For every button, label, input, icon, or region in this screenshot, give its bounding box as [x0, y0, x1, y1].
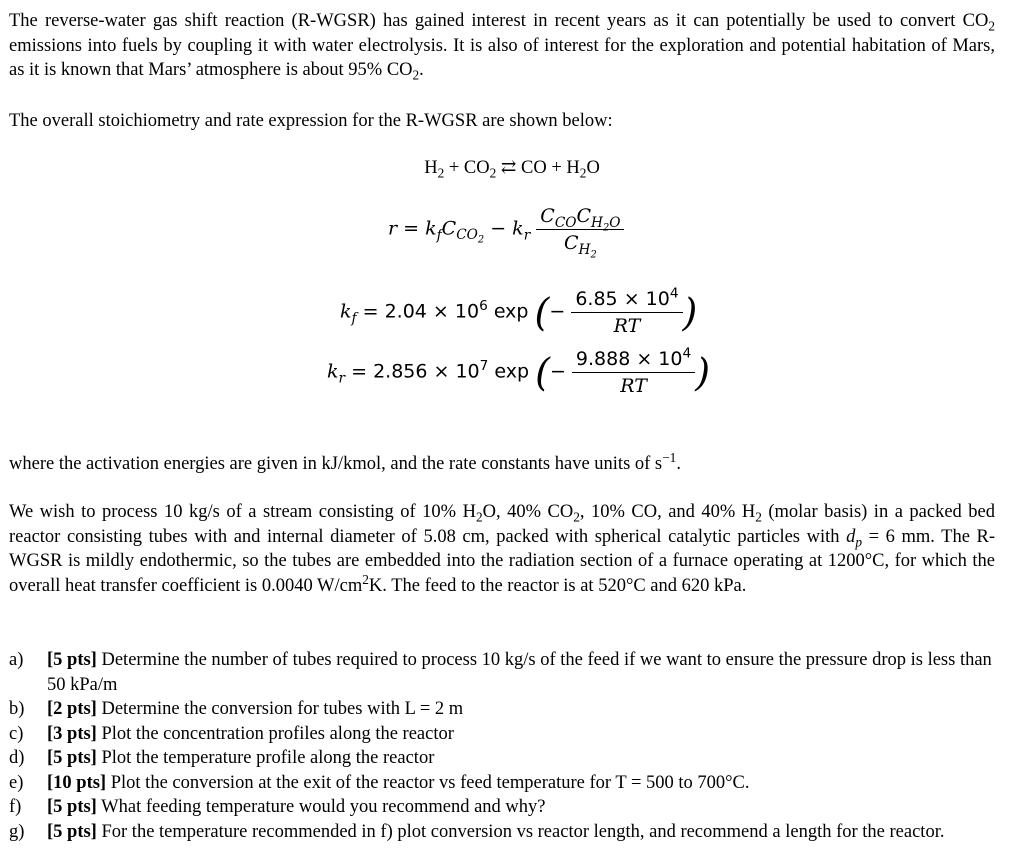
question-label: c): [9, 723, 24, 744]
question-label: a): [9, 650, 24, 670]
kf-exp-func: exp: [493, 300, 529, 323]
rate-expression: [388, 203, 624, 261]
question-text: Plot the temperature profile along the reactor: [96, 748, 435, 768]
reaction-co: + CO: [448, 158, 490, 178]
particle-diameter-symbol: d: [846, 526, 856, 547]
process-text-b: O, 40% CO: [482, 502, 574, 522]
kr-den: RT: [620, 375, 647, 397]
intro-text-2: emissions into fuels by coupling it with water electrolysis. It is also of interest for the exploration and potential habitation of Mars, as it is known that Mars’ atmosphere is about 95% CO: [9, 35, 995, 80]
reaction-o: O: [586, 158, 600, 178]
kr-coef: = 2.856 × 10: [351, 360, 480, 383]
question-label: e): [9, 772, 24, 793]
superscript: 2: [362, 571, 369, 587]
subscript: H: [591, 214, 603, 231]
subscript: r: [338, 370, 346, 387]
left-paren-icon: (: [535, 350, 550, 395]
question-text: Determine the conversion for tubes with L = 2 m: [96, 699, 464, 719]
question-text: Determine the number of tubes required to process 10 kg/s of the feed if we want to ensure the pressure drop is less than 50 kPa/m: [47, 650, 992, 695]
process-text-a: We wish to process 10 kg/s of a stream consisting of 10% H: [9, 502, 476, 522]
question-label: f): [9, 797, 22, 817]
question-item: [9, 648, 999, 697]
rate-c: C: [441, 217, 457, 240]
kr-fraction: [572, 346, 695, 399]
question-text: What feeding temperature would you recommend and why?: [96, 797, 546, 817]
kr-expression: [327, 346, 710, 399]
subscript: 2: [477, 235, 485, 247]
question-points: [5 pts]: [47, 650, 97, 670]
question-item: [9, 697, 999, 722]
question-item: [9, 771, 999, 796]
process-text-c: , 10% CO, and 40% H: [579, 502, 756, 522]
superscript: −1: [662, 449, 677, 465]
subscript: 2: [579, 165, 587, 181]
units-note: [9, 449, 995, 477]
question-text: Plot the conversion at the exit of the reactor vs feed temperature for T = 500 to 700°C.: [106, 772, 750, 793]
question-item: [9, 795, 999, 820]
minus-sign: −: [549, 300, 566, 323]
subscript: 2: [489, 165, 497, 181]
subscript: p: [855, 534, 862, 550]
question-label: g): [9, 821, 25, 842]
intro-text-3: .: [419, 60, 424, 80]
question-label: d): [9, 748, 25, 768]
reaction-h: H: [424, 158, 438, 178]
subscript: 2: [412, 67, 420, 83]
reaction-equation: [0, 157, 1024, 179]
units-text: where the activation energies are given in kJ/kmol, and the rate constants have units of s: [9, 454, 663, 474]
left-paren-icon: (: [534, 290, 550, 335]
superscript: 4: [669, 285, 679, 302]
kr-num: 9.888 × 10: [575, 348, 683, 370]
subscript: 2: [573, 509, 580, 525]
right-paren-icon: ): [695, 350, 711, 395]
subscript: 2: [437, 165, 445, 181]
question-points: [5 pts]: [47, 797, 97, 817]
frac-num-c: C: [540, 205, 555, 227]
kr-exp-func: exp: [494, 360, 530, 383]
units-end: .: [676, 454, 681, 474]
superscript: 7: [479, 358, 489, 375]
superscript: 4: [682, 345, 692, 362]
rate-lhs: r = k: [388, 217, 437, 240]
kf-num: 6.85 × 10: [575, 288, 670, 310]
subscript: r: [523, 227, 531, 244]
kr-lhs: k: [327, 360, 339, 383]
question-points: [3 pts]: [47, 723, 97, 744]
reaction-products: CO + H: [521, 158, 580, 178]
question-label: b): [9, 699, 25, 719]
superscript: 6: [479, 298, 488, 315]
subscript: 2: [590, 249, 597, 261]
process-text-d: (molar basis) in a packed bed reactor consisting tubes with and internal diameter of 5.08 cm, packed with spherical catalytic particles with: [9, 502, 995, 547]
subscript: CO: [554, 214, 577, 231]
subscript: 2: [755, 509, 762, 525]
question-list: [9, 648, 999, 844]
kf-expression: [340, 286, 697, 339]
kf-lhs: k: [340, 300, 352, 323]
intro-text-1: The reverse-water gas shift reaction (R-WGSR) has gained interest in recent years as it can potentially be used to convert CO: [9, 11, 989, 31]
process-text-f: K. The feed to the reactor is at 520°C and 620 kPa.: [368, 575, 747, 596]
frac-den-c: C: [564, 232, 579, 254]
process-text-e: = 6 mm. The R-WGSR is mildly endothermic, so the tubes are embedded into the radiation section of a furnace operating at 1200°C, for which the overall heat transfer coefficient is 0.0040 W/cm: [9, 526, 996, 596]
stoichiometry-intro: The overall stoichiometry and rate expression for the R-WGSR are shown below:: [9, 111, 613, 131]
frac-num-c2: C: [576, 205, 592, 227]
question-points: [5 pts]: [47, 821, 97, 842]
subscript: f: [351, 310, 357, 327]
subscript: 2: [475, 509, 483, 525]
minus-sign: −: [549, 360, 566, 383]
process-paragraph: [9, 500, 995, 598]
rate-fraction: [536, 203, 624, 261]
kf-coef: = 2.04 × 10: [362, 300, 480, 323]
subscript: f: [436, 227, 442, 244]
equilibrium-arrow-icon: ⇄: [500, 158, 517, 178]
question-points: [2 pts]: [47, 699, 97, 719]
question-points: [10 pts]: [47, 772, 107, 793]
subscript: 2: [602, 222, 610, 234]
rate-minus: − k: [490, 217, 524, 240]
subscript: CO: [456, 227, 478, 244]
kf-fraction: [571, 286, 682, 339]
question-points: [5 pts]: [47, 748, 97, 768]
right-paren-icon: ): [682, 290, 698, 335]
subscript: 2: [988, 18, 995, 34]
subscript: H: [578, 241, 591, 258]
kf-den: RT: [613, 315, 641, 337]
question-item: [9, 746, 999, 771]
subscript: O: [609, 214, 621, 231]
question-text: Plot the concentration profiles along the reactor: [96, 723, 454, 744]
intro-paragraph: [9, 9, 995, 83]
question-item: [9, 722, 999, 747]
question-text: For the temperature recommended in f) plot conversion vs reactor length, and recommend a length for the reactor.: [96, 821, 945, 842]
question-item: [9, 820, 999, 845]
